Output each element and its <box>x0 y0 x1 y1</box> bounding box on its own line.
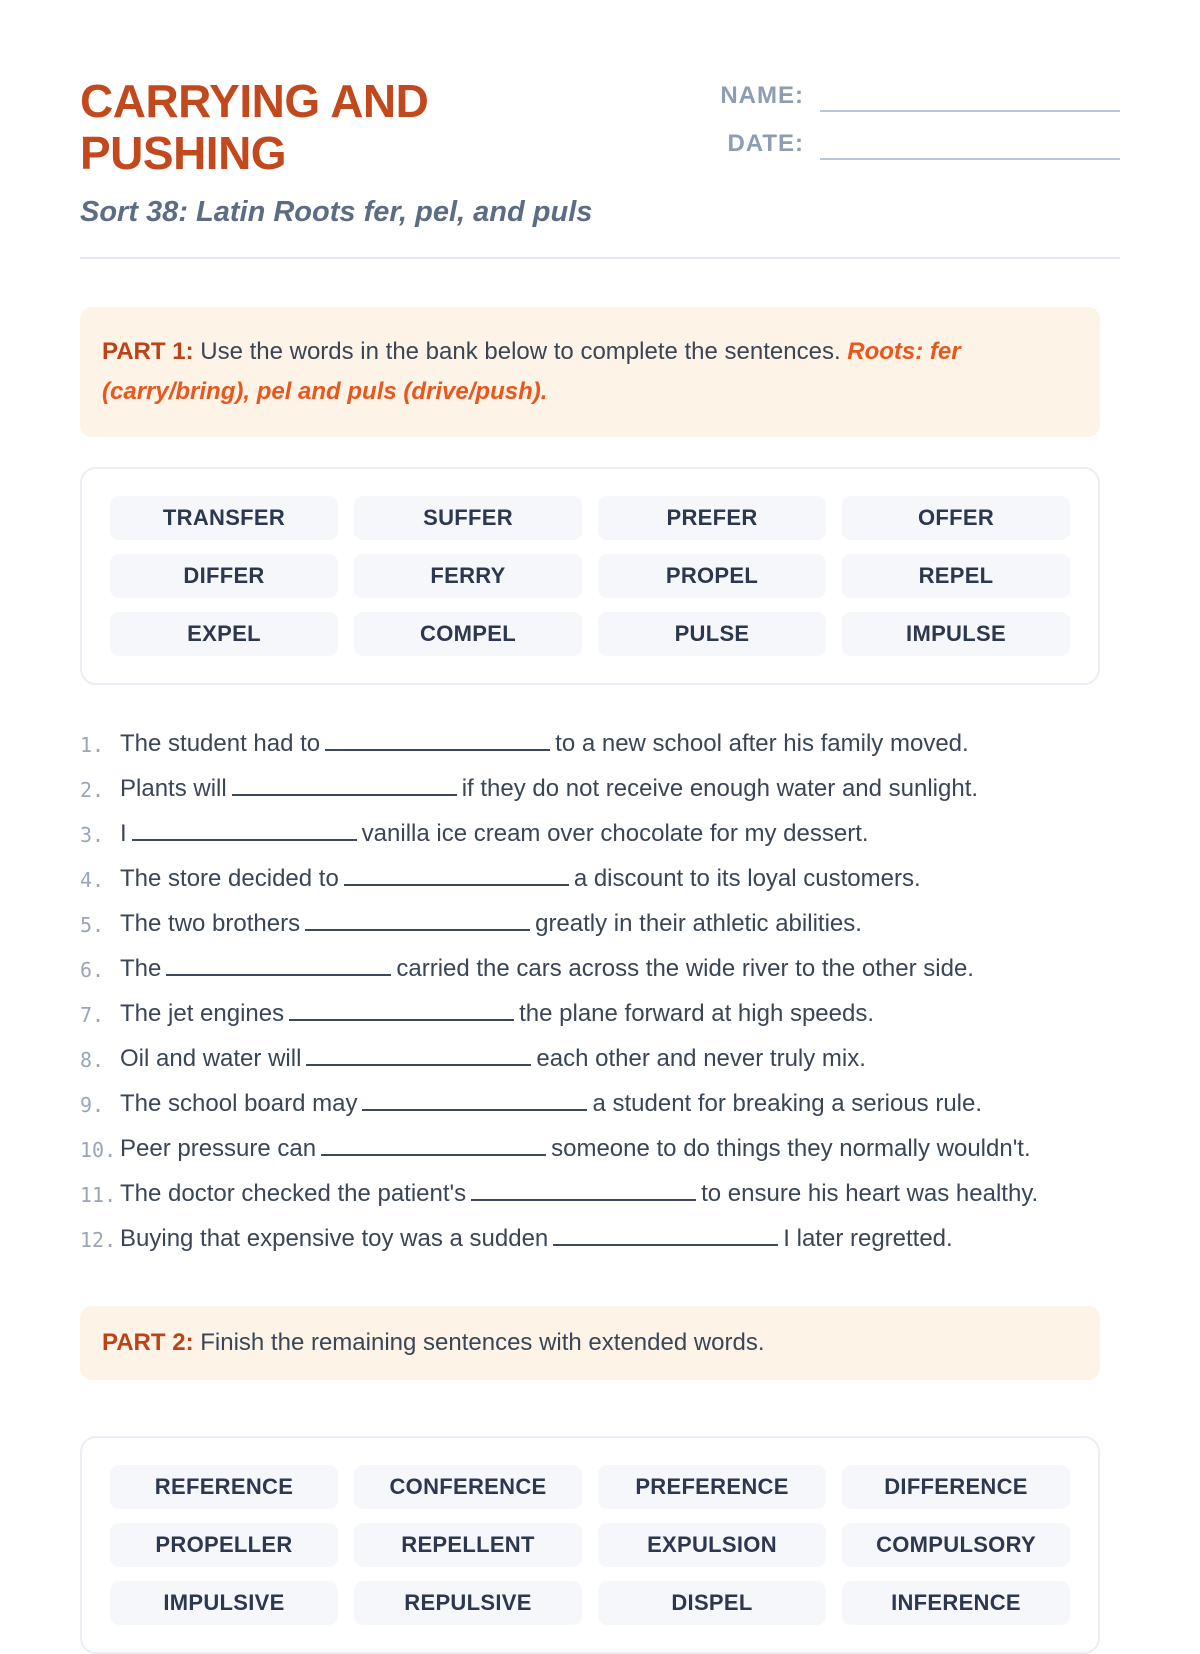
name-field-row <box>708 82 1120 112</box>
sentence-after: if they do not receive enough water and sunlight. <box>461 774 979 802</box>
word-bank-1 <box>80 467 1100 685</box>
answer-blank[interactable] <box>232 774 457 796</box>
sentence-number: 10. <box>80 1137 117 1162</box>
sentence-item <box>80 1089 1120 1119</box>
sentence-before: The student had to <box>120 729 321 757</box>
date-field-row <box>708 130 1120 160</box>
sentence-text <box>120 864 921 894</box>
sentence-before: The two brothers <box>120 909 301 937</box>
sentence-before: The store decided to <box>120 864 339 892</box>
part1-roots-note: Roots: fer (carry/bring), pel and puls (drive/push). <box>102 337 961 405</box>
answer-blank[interactable] <box>289 999 514 1021</box>
sentence-after: I later regretted. <box>783 1224 953 1252</box>
sentence-number: 6. <box>80 957 105 982</box>
answer-blank[interactable] <box>362 1089 587 1111</box>
sentence-list <box>80 729 1120 1254</box>
part1-label: PART 1: <box>102 337 194 365</box>
sentence-number: 2. <box>80 777 105 802</box>
answer-blank[interactable] <box>344 864 569 886</box>
word-bank-chip: PREFERENCE <box>598 1465 826 1509</box>
word-bank-chip: REPEL <box>842 554 1070 598</box>
sentence-text <box>120 909 862 939</box>
sentence-text <box>120 1224 953 1254</box>
sentence-text <box>120 1044 866 1074</box>
sentence-after: to a new school after his family moved. <box>555 729 969 757</box>
sentence-item <box>80 1224 1120 1254</box>
sentence-after: each other and never truly mix. <box>536 1044 866 1072</box>
word-bank-chip: FERRY <box>354 554 582 598</box>
sentence-item <box>80 1044 1120 1074</box>
sentence-after: the plane forward at high speeds. <box>519 999 875 1027</box>
sentence-before: Peer pressure can <box>120 1134 317 1162</box>
sentence-number: 7. <box>80 1002 105 1027</box>
name-label: NAME: <box>720 82 804 109</box>
sentence-before: The jet engines <box>120 999 285 1027</box>
word-bank-chip: PREFER <box>598 496 826 540</box>
word-bank-chip: SUFFER <box>354 496 582 540</box>
answer-blank[interactable] <box>305 909 530 931</box>
word-bank-chip: EXPULSION <box>598 1523 826 1567</box>
sentence-number: 9. <box>80 1092 105 1117</box>
word-bank-chip: DISPEL <box>598 1581 826 1625</box>
word-bank-chip: IMPULSE <box>842 612 1070 656</box>
word-bank-chip: PROPEL <box>598 554 826 598</box>
sentence-text <box>120 1089 982 1119</box>
sentence-before: The doctor checked the patient's <box>120 1179 467 1207</box>
page-title: CARRYING AND PUSHING <box>80 75 429 179</box>
word-bank-2-grid <box>110 1465 1070 1625</box>
part2-instruction: Finish the remaining sentences with extended words. <box>200 1328 765 1356</box>
sentence-before: Oil and water will <box>120 1044 302 1072</box>
sentence-text <box>120 1179 1038 1209</box>
word-bank-1-grid <box>110 496 1070 656</box>
answer-blank[interactable] <box>321 1134 546 1156</box>
answer-blank[interactable] <box>553 1224 778 1246</box>
sentence-after: to ensure his heart was healthy. <box>701 1179 1039 1207</box>
word-bank-chip: CONFERENCE <box>354 1465 582 1509</box>
part1-instruction: Use the words in the bank below to complete the sentences. <box>200 337 841 365</box>
sentence-item <box>80 1134 1120 1164</box>
date-input-line[interactable] <box>820 130 1120 160</box>
sentence-item <box>80 954 1120 984</box>
sentence-after: carried the cars across the wide river to the other side. <box>396 954 974 982</box>
word-bank-chip: TRANSFER <box>110 496 338 540</box>
sentence-text <box>120 819 869 849</box>
word-bank-chip: DIFFERENCE <box>842 1465 1070 1509</box>
word-bank-chip: COMPULSORY <box>842 1523 1070 1567</box>
word-bank-chip: COMPEL <box>354 612 582 656</box>
sentence-before: I <box>120 819 127 847</box>
answer-blank[interactable] <box>132 819 357 841</box>
sentence-after: greatly in their athletic abilities. <box>535 909 862 937</box>
sentence-number: 1. <box>80 732 105 757</box>
worksheet-subtitle: Sort 38: Latin Roots fer, pel, and puls <box>80 195 593 228</box>
sentence-after: a discount to its loyal customers. <box>573 864 921 892</box>
sentence-item <box>80 819 1120 849</box>
name-input-line[interactable] <box>820 82 1120 112</box>
sentence-item <box>80 864 1120 894</box>
sentence-text <box>120 729 969 759</box>
sentence-item <box>80 1179 1120 1209</box>
sentence-before: Buying that expensive toy was a sudden <box>120 1224 549 1252</box>
sentence-after: someone to do things they normally wouldn't. <box>551 1134 1031 1162</box>
answer-blank[interactable] <box>306 1044 531 1066</box>
answer-blank[interactable] <box>471 1179 696 1201</box>
name-date-fields <box>708 76 1120 178</box>
sentence-item <box>80 999 1120 1029</box>
part1-instruction-box <box>80 307 1100 437</box>
sentence-before: Plants will <box>120 774 227 802</box>
sentence-before: The school board may <box>120 1089 358 1117</box>
header <box>80 76 1120 180</box>
sentence-number: 11. <box>80 1182 117 1207</box>
header-divider <box>80 257 1120 259</box>
part2-label: PART 2: <box>102 1328 194 1356</box>
word-bank-chip: DIFFER <box>110 554 338 598</box>
word-bank-chip: REFERENCE <box>110 1465 338 1509</box>
word-bank-chip: IMPULSIVE <box>110 1581 338 1625</box>
word-bank-chip: PULSE <box>598 612 826 656</box>
sentence-text <box>120 954 974 984</box>
sentence-number: 8. <box>80 1047 105 1072</box>
sentence-number: 4. <box>80 867 105 892</box>
sentence-item <box>80 909 1120 939</box>
word-bank-chip: OFFER <box>842 496 1070 540</box>
word-bank-chip: PROPELLER <box>110 1523 338 1567</box>
word-bank-chip: EXPEL <box>110 612 338 656</box>
sentence-number: 5. <box>80 912 105 937</box>
date-label: DATE: <box>727 130 804 157</box>
word-bank-chip: INFERENCE <box>842 1581 1070 1625</box>
word-bank-chip: REPELLENT <box>354 1523 582 1567</box>
sentence-text <box>120 1134 1031 1164</box>
sentence-before: The <box>120 954 162 982</box>
sentence-text <box>120 999 874 1029</box>
sentence-item <box>80 729 1120 759</box>
part2-instruction-box <box>80 1306 1100 1380</box>
sentence-number: 3. <box>80 822 105 847</box>
word-bank-2 <box>80 1436 1100 1654</box>
sentence-text <box>120 774 978 804</box>
sentence-number: 12. <box>80 1227 117 1252</box>
answer-blank[interactable] <box>166 954 391 976</box>
answer-blank[interactable] <box>325 729 550 751</box>
sentence-after: a student for breaking a serious rule. <box>592 1089 983 1117</box>
sentence-after: vanilla ice cream over chocolate for my dessert. <box>361 819 869 847</box>
word-bank-chip: REPULSIVE <box>354 1581 582 1625</box>
sentence-item <box>80 774 1120 804</box>
